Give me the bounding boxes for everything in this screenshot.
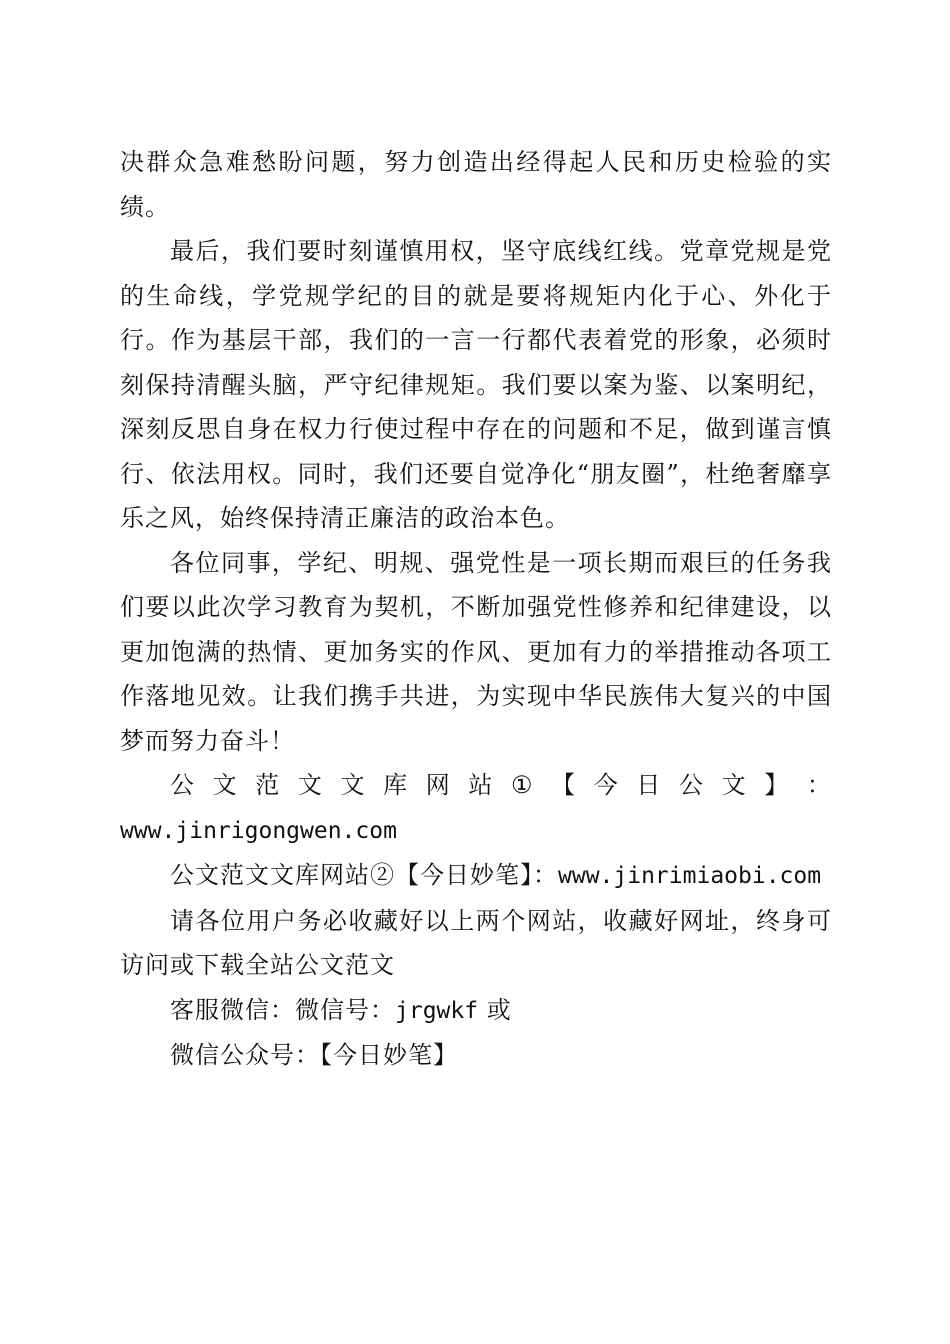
site1-char: 文 <box>212 771 238 799</box>
paragraph-colleagues: 各位同事，学纪、明规、强党性是一项长期而艰巨的任务我们要以此次学习教育为契机，不断加强党性修养和纪律建设，以更加饱满的热情、更加务实的作风、更加有力的举措推动各项工作落地见效。让我们携手共进，为实现中华民族伟大复兴的中国梦而努力奋斗！ <box>120 548 832 755</box>
site1-char: 范 <box>255 771 281 799</box>
document-body <box>120 140 832 1078</box>
site1-url-link[interactable]: www.jinrigongwen.com <box>120 817 397 844</box>
site1-char: 公 <box>679 771 705 799</box>
site1-char: 公 <box>170 771 195 799</box>
site1-url-line <box>120 808 832 854</box>
site1-char: 日 <box>636 771 662 799</box>
notice-paragraph: 请各位用户务必收藏好以上两个网站，收藏好网址，终身可访问或下载全站公文范文 <box>120 906 832 979</box>
site1-char: 今 <box>593 771 619 799</box>
site1-char: 网 <box>425 771 451 799</box>
site1-char: ① <box>511 771 534 799</box>
site2-url-link[interactable]: www.jinrimiaobi.com <box>558 863 822 889</box>
wechat-service-id: jrgwkf <box>395 997 479 1024</box>
site1-char: 【 <box>551 771 577 799</box>
paragraph-finally: 最后，我们要时刻谨慎用权，坚守底线红线。党章党规是党的生命线，学党规学纪的目的就是要将规矩内化于心、外化于行。作为基层干部，我们的一言一行都代表着党的形象，必须时刻保持清醒头脑，严守纪律规矩。我们要以案为鉴、以案明纪，深刻反思自身在权力行使过程中存在的问题和不足，做到谨言慎行、依法用权。同时，我们还要自觉净化“朋友圈”，杜绝奢靡享乐之风，始终保持清正廉洁的政治本色。 <box>120 237 832 532</box>
site1-char: 文 <box>721 771 747 799</box>
site1-char: 文 <box>297 771 323 799</box>
site1-char: 库 <box>383 771 409 799</box>
site1-char: 站 <box>468 771 494 799</box>
wechat-service-label: 客服微信：微信号： <box>170 995 395 1024</box>
site1-label-line <box>120 763 832 808</box>
site2-line <box>120 853 832 899</box>
wechat-service-suffix: 或 <box>486 995 512 1024</box>
wechat-account-line: 微信公众号：【今日妙笔】 <box>170 1041 458 1069</box>
site1-char: 文 <box>340 771 366 799</box>
site1-char: 】 <box>764 771 790 799</box>
site1-char: ： <box>806 771 832 799</box>
wechat-service-line <box>120 988 832 1034</box>
paragraph-continuation: 决群众急难愁盼问题，努力创造出经得起人民和历史检验的实绩。 <box>120 148 832 221</box>
site2-label: 公文范文文库网站②【今日妙笔】： <box>170 861 558 889</box>
